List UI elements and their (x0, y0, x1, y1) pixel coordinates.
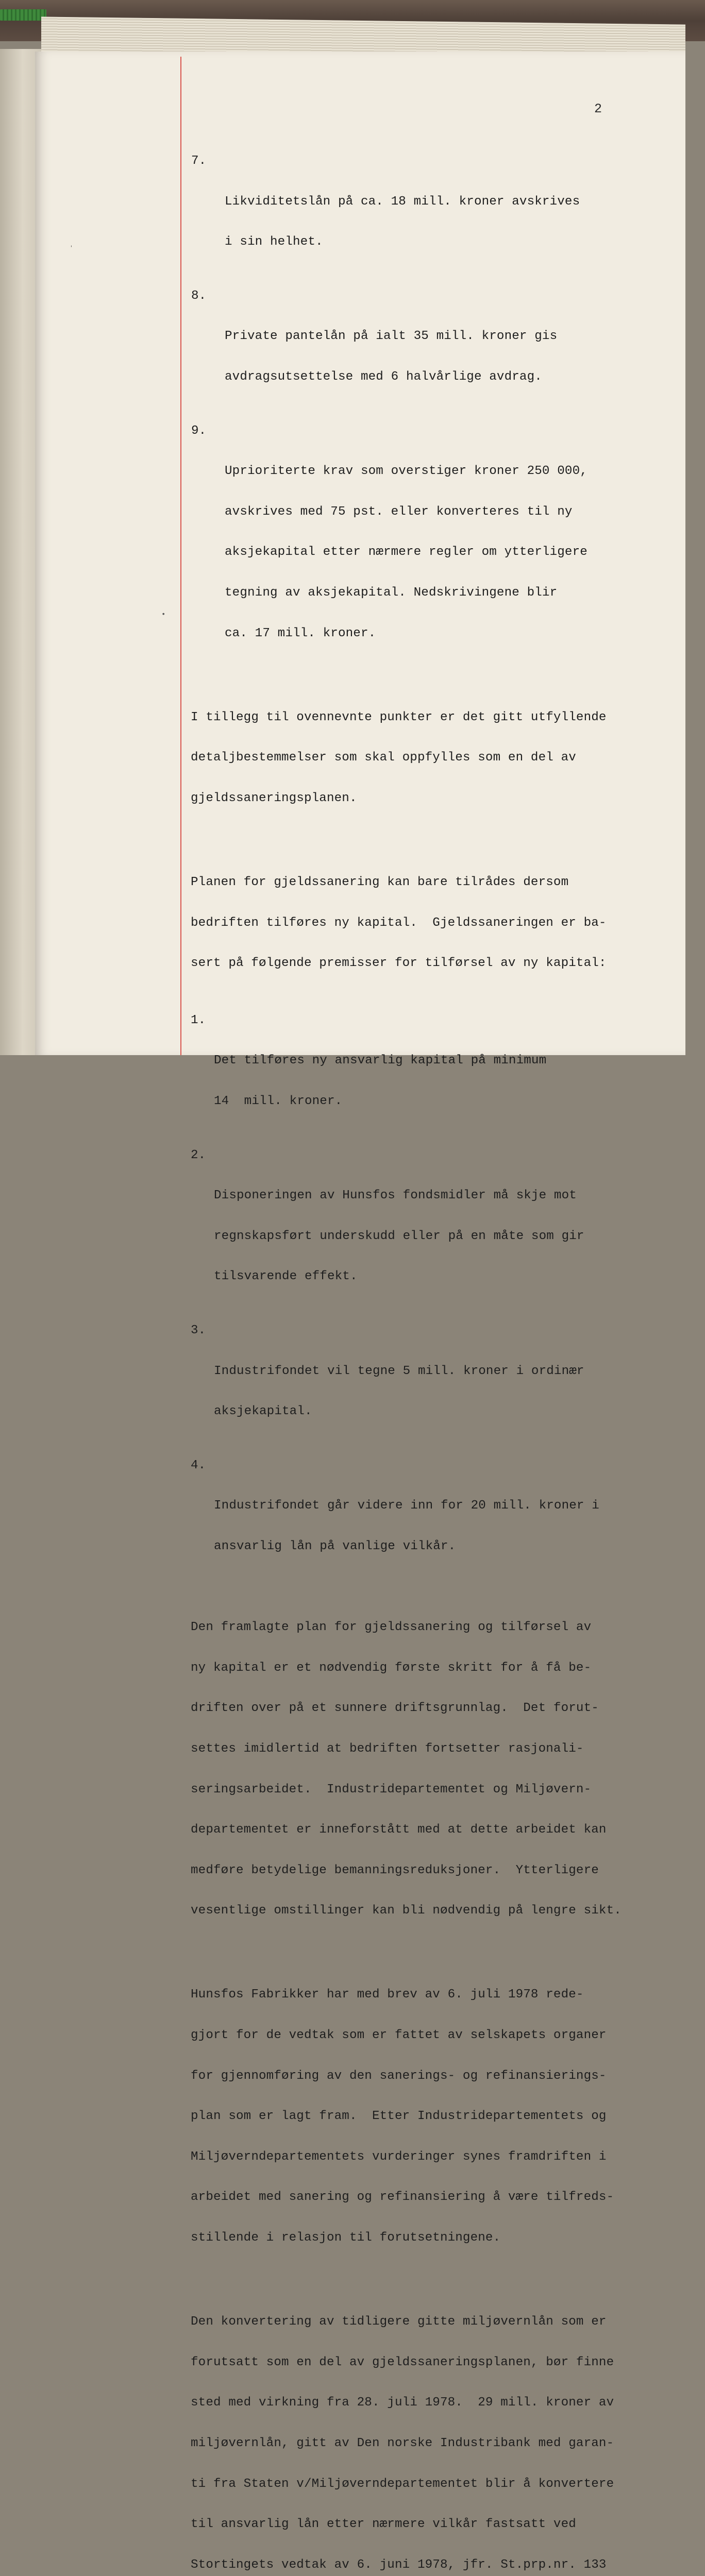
paragraph (189, 2289, 678, 2576)
item-line: avdragsutsettelse med 6 halvårlige avdrag. (225, 370, 542, 384)
item-line: tegning av aksjekapital. Nedskrivingene blir (225, 586, 558, 600)
document-body (189, 155, 678, 2576)
item-line: i sin helhet. (225, 235, 323, 249)
list-item (189, 1149, 678, 1311)
item-line: aksjekapital. (214, 1404, 312, 1419)
item-line: tilsvarende effekt. (214, 1269, 358, 1284)
bookmark-ribbon (0, 9, 46, 21)
stray-pencil-mark: ˌ (69, 238, 74, 248)
item-line: Det tilføres ny ansvarlig kapital på minimum (214, 1054, 547, 1068)
list-item (189, 1014, 678, 1136)
item-line: Private pantelån på ialt 35 mill. kroner gis (225, 329, 558, 344)
paragraph-line: Den framlagte plan for gjeldssanering og tilførsel av (191, 1620, 592, 1635)
paragraph-line: medføre betydelige bemanningsreduksjoner. Ytterligere (191, 1863, 599, 1877)
paragraph-line: plan som er lagt fram. Etter Industridepartementets og (191, 2109, 607, 2124)
paragraph-line: stillende i relasjon til forutsetningene. (191, 2231, 501, 2245)
paragraph-line: sert på følgende premisser for tilførsel av ny kapital: (191, 956, 607, 971)
item-line: Industrifondet vil tegne 5 mill. kroner i ordinær (214, 1364, 584, 1378)
stray-dot-mark: • (161, 611, 166, 619)
item-line: Likviditetslån på ca. 18 mill. kroner avskrives (225, 194, 580, 209)
paragraph-line: Miljøverndepartementets vurderinger synes framdriften i (191, 2149, 607, 2164)
item-line: ansvarlig lån på vanlige vilkår. (214, 1539, 456, 1554)
paragraph-line: driften over på et sunnere driftsgrunnlag. Det forut- (191, 1701, 599, 1716)
list-item (189, 290, 678, 411)
paragraph-line: detaljbestemmelser som skal oppfylles som en del av (191, 751, 576, 765)
paragraph-line: arbeidet med sanering og refinansiering å være tilfreds- (191, 2190, 614, 2205)
item-number: 3. (191, 1324, 206, 1338)
paragraph-line: for gjennomføring av den sanerings- og refinansierings- (191, 2069, 607, 2083)
list-item (189, 155, 678, 276)
paragraph-line: gjort for de vedtak som er fattet av selskapets organer (191, 2028, 607, 2042)
paragraph-line: til ansvarlig lån etter nærmere vilkår fastsatt ved (191, 2517, 576, 2532)
list-item (189, 1324, 678, 1446)
paragraph (189, 1594, 678, 1945)
paragraph-line: sted med virkning fra 28. juli 1978. 29 mill. kroner av (191, 2396, 614, 2410)
item-line: aksjekapital etter nærmere regler om ytterligere (225, 545, 588, 560)
page-number: 2 (594, 101, 602, 116)
item-line: Disponeringen av Hunsfos fondsmidler må skje mot (214, 1189, 577, 1203)
paragraph-line: ti fra Staten v/Miljøverndepartementet blir å konvertere (191, 2477, 614, 2491)
item-number: 2. (191, 1148, 206, 1162)
paragraph-line: seringsarbeidet. Industridepartementet og Miljøvern- (191, 1782, 592, 1797)
paragraph-line: Planen for gjeldssanering kan bare tilrådes dersom (191, 875, 569, 889)
item-line: ca. 17 mill. kroner. (225, 626, 376, 640)
paragraph-line: forutsatt som en del av gjeldssaneringsplanen, bør finne (191, 2355, 614, 2369)
paragraph (189, 1961, 678, 2272)
paragraph-line: gjeldssaneringsplanen. (191, 791, 357, 805)
paragraph (189, 684, 678, 832)
paragraph-line: ny kapital er et nødvendig første skritt for å få be- (191, 1660, 592, 1675)
item-line: avskrives med 75 pst. eller konverteres til ny (225, 504, 573, 519)
item-line: Uprioriterte krav som overstiger kroner 250 000, (225, 464, 588, 479)
item-number: 8. (191, 289, 207, 303)
paragraph-line: Stortingets vedtak av 6. juni 1978, jfr. St.prp.nr. 133 (191, 2557, 607, 2572)
paragraph-line: miljøvernlån, gitt av Den norske Industribank med garan- (191, 2436, 614, 2450)
item-line: 14 mill. kroner. (214, 1094, 343, 1108)
item-number: 9. (191, 423, 207, 438)
list-item (189, 425, 678, 668)
margin-rule (180, 57, 181, 1055)
item-line: regnskapsført underskudd eller på en måte som gir (214, 1229, 584, 1243)
item-line: Industrifondet går videre inn for 20 mill. kroner i (214, 1499, 599, 1513)
item-number: 7. (191, 154, 207, 168)
paragraph-line: vesentlige omstillinger kan bli nødvendig på lengre sikt. (191, 1904, 622, 1918)
paragraph-line: bedriften tilføres ny kapital. Gjeldssaneringen er ba- (191, 916, 607, 930)
paragraph-line: departementet er inneforstått med at dette arbeidet kan (191, 1823, 607, 1837)
item-number: 1. (191, 1013, 206, 1027)
paragraph (189, 849, 678, 997)
paragraph-line: settes imidlertid at bedriften fortsetter rasjonali- (191, 1741, 584, 1756)
paragraph-line: Den konvertering av tidligere gitte miljøvernlån som er (191, 2315, 607, 2329)
paragraph-line: I tillegg til ovennevnte punkter er det gitt utfyllende (191, 710, 607, 724)
item-number: 4. (191, 1458, 206, 1472)
paragraph-line: Hunsfos Fabrikker har med brev av 6. juli 1978 rede- (191, 1988, 584, 2002)
list-item (189, 1459, 678, 1581)
